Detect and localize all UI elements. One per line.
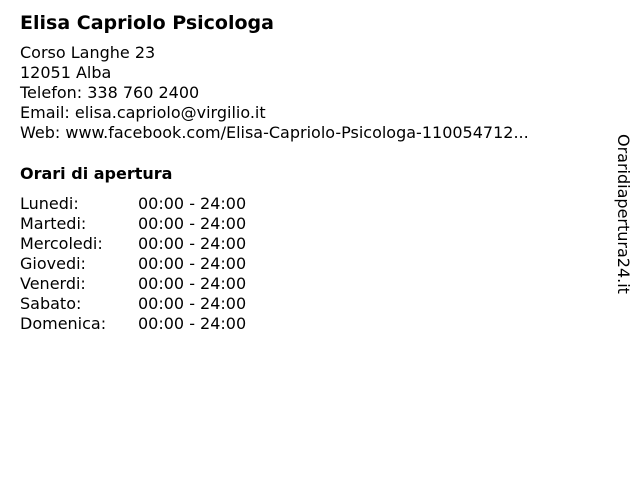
hours-time: 00:00 - 24:00 [138, 194, 247, 213]
hours-time: 00:00 - 24:00 [138, 214, 247, 233]
hours-day: Martedi: [20, 214, 87, 233]
hours-day: Lunedi: [20, 194, 79, 213]
city-line: 12051 Alba [20, 63, 112, 82]
hours-row-monday [20, 194, 268, 214]
hours-row-wednesday [20, 234, 268, 254]
hours-row-thursday [20, 254, 268, 274]
hours-day: Sabato: [20, 294, 82, 313]
hours-time: 00:00 - 24:00 [138, 274, 247, 293]
hours-day: Mercoledi: [20, 234, 103, 253]
hours-day: Giovedi: [20, 254, 86, 273]
hours-row-sunday [20, 314, 268, 334]
opening-hours-table [20, 194, 268, 334]
hours-day: Venerdi: [20, 274, 86, 293]
hours-row-saturday [20, 294, 268, 314]
address-line: Corso Langhe 23 [20, 43, 156, 62]
business-name: Elisa Capriolo Psicologa [20, 12, 274, 34]
opening-hours-heading: Orari di apertura [20, 164, 173, 183]
hours-row-tuesday [20, 214, 268, 234]
business-contact-info [20, 43, 529, 143]
hours-day: Domenica: [20, 314, 107, 333]
hours-time: 00:00 - 24:00 [138, 254, 247, 273]
brand-watermark: Oraridiapertura24.it [614, 134, 633, 294]
hours-time: 00:00 - 24:00 [138, 234, 247, 253]
hours-row-friday [20, 274, 268, 294]
email-line: Email: elisa.capriolo@virgilio.it [20, 103, 266, 122]
hours-time: 00:00 - 24:00 [138, 294, 247, 313]
website-line: Web: www.facebook.com/Elisa-Capriolo-Psicologa-110054712... [20, 123, 529, 142]
phone-line: Telefon: 338 760 2400 [20, 83, 200, 102]
hours-time: 00:00 - 24:00 [138, 314, 247, 333]
